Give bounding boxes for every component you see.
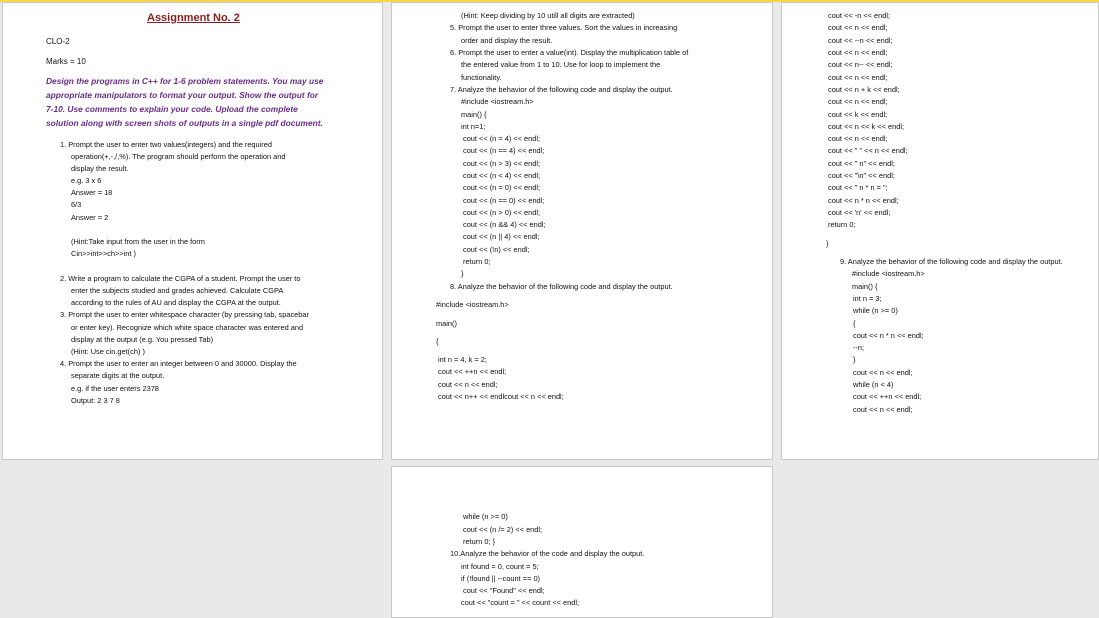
document-page-2 (391, 2, 773, 460)
code-line: cout << (!n) << endl; (463, 245, 530, 254)
code-line: cout << (n < 4) << endl; (463, 171, 541, 180)
code-line: #include <iostream.h> (436, 300, 509, 309)
code-line: cout << n << endl; (828, 97, 888, 106)
question-line: 6. Prompt the user to enter a value(int). Display the multiplication table of (450, 48, 689, 57)
document-page-4 (391, 466, 773, 618)
code-line: --n; (853, 343, 865, 352)
code-line: cout << --n << endl; (828, 36, 893, 45)
question-line: (Hint:Take input from the user in the form (71, 237, 205, 246)
code-line: cout << "Found" << endl; (463, 586, 545, 595)
question-line: 6/3 (71, 200, 82, 209)
question-line: according to the rules of AU and display the CGPA at the output. (71, 298, 281, 307)
code-line: cout << n * n << endl; (828, 196, 899, 205)
instructions-line: appropriate manipulators to format your output. Show the output for (46, 90, 319, 100)
question-line: enter the subjects studied and grades achieved. Calculate CGPA (71, 286, 284, 295)
code-line: cout << " " << n << endl; (828, 146, 908, 155)
question-line: 5. Prompt the user to enter three values. Sort the values in increasing (450, 23, 678, 32)
code-line: cout << " n * n = "; (828, 183, 888, 192)
code-line: int n=1; (461, 122, 486, 131)
question-line: Output: 2 3 7 8 (71, 396, 120, 405)
code-line: cout << -n << endl; (828, 11, 891, 20)
question-line: or enter key). Recognize which white space character was entered and (71, 323, 304, 332)
question-line: 10.Analyze the behavior of the code and display the output. (450, 549, 645, 558)
code-line: cout << n-- << endl; (828, 60, 893, 69)
code-line: } (461, 269, 464, 278)
question-line: 4. Prompt the user to enter an integer between 0 and 30000. Display the (60, 359, 297, 368)
code-line: if (!found || --count == 0) (461, 574, 541, 583)
code-line: cout << n * n << endl; (853, 331, 924, 340)
question-line: e.g. 3 x 6 (71, 176, 102, 185)
code-line: cout << (n /= 2) << endl; (463, 525, 543, 534)
code-line: cout << n << endl; (853, 368, 913, 377)
question-line: order and display the result. (461, 36, 553, 45)
code-line: cout << k << endl; (828, 110, 888, 119)
document-page-1 (2, 2, 383, 460)
code-line: cout << (n && 4) << endl; (463, 220, 546, 229)
question-line: display at the output (e.g. You pressed Tab) (71, 335, 214, 344)
code-line: int found = 0, count = 5; (461, 562, 539, 571)
question-line: (Hint: Keep dividing by 10 utill all digits are extracted) (461, 11, 635, 20)
code-line: #include <iostream.h> (852, 269, 925, 278)
question-line: the entered value from 1 to 10. Use for loop to implement the (461, 60, 661, 69)
code-line: cout << (n || 4) << endl; (463, 232, 540, 241)
question-line: operation(+,-,/,%). The program should perform the operation and (71, 152, 286, 161)
code-line: cout << (n == 0) << endl; (463, 196, 545, 205)
code-line: return 0; (463, 257, 491, 266)
code-line: cout << n << endl; (828, 73, 888, 82)
code-line: int n = 4, k = 2; (438, 355, 487, 364)
code-line: while (n < 4) (853, 380, 894, 389)
code-line: cout << n + k << endl; (828, 85, 900, 94)
code-line: cout << n << endl; (828, 23, 888, 32)
code-line: cout << n << endl; (438, 380, 498, 389)
question-line: display the result. (71, 164, 129, 173)
code-line: cout << 'n' << endl; (828, 208, 891, 217)
code-line: cout << n << endl; (828, 48, 888, 57)
code-line: while (n >= 0) (853, 306, 898, 315)
code-line: cout << (n > 0) << endl; (463, 208, 541, 217)
code-line: { (436, 337, 439, 346)
question-line: Answer = 18 (71, 188, 113, 197)
assignment-title: Assignment No. 2 (147, 12, 240, 24)
clo-label: CLO-2 (46, 37, 70, 46)
question-line: 8. Analyze the behavior of the following code and display the output. (450, 282, 673, 291)
code-line: main() { (852, 282, 878, 291)
instructions-line: solution along with screen shots of outputs in a single pdf document. (46, 118, 323, 128)
question-line: 2. Write a program to calculate the CGPA of a student. Prompt the user to (60, 274, 301, 283)
instructions-line: Design the programs in C++ for 1-6 problem statements. You may use (46, 76, 324, 86)
code-line: } (826, 239, 829, 248)
code-line: cout << " n" << endl; (828, 159, 895, 168)
question-line: e.g. if the user enters 2378 (71, 384, 159, 393)
code-line: return 0; } (463, 537, 496, 546)
marks-label: Marks = 10 (46, 57, 86, 66)
code-line: cout << "\n" << endl; (828, 171, 895, 180)
question-line: functionality. (461, 73, 502, 82)
question-line: 1. Prompt the user to enter two values(integers) and the required (60, 140, 272, 149)
question-line: Answer = 2 (71, 213, 109, 222)
code-line: return 0; (828, 220, 856, 229)
code-line: cout << ++n << endl; (438, 367, 507, 376)
code-line: } (853, 355, 856, 364)
question-line: Cin>>int>>ch>>int ) (71, 249, 136, 258)
code-line: #include <iostream.h> (461, 97, 534, 106)
code-line: cout << (n > 3) << endl; (463, 159, 541, 168)
code-line: cout << n << k << endl; (828, 122, 905, 131)
code-line: int n = 3; (853, 294, 882, 303)
code-line: cout << "count = " << count << endl; (461, 598, 580, 607)
question-line: separate digits at the output. (71, 371, 165, 380)
question-line: 9. Analyze the behavior of the following code and display the output. (840, 257, 1063, 266)
code-line: cout << ++n << endl; (853, 392, 922, 401)
code-line: cout << (n = 0) << endl; (463, 183, 541, 192)
code-line: cout << n << endl; (853, 405, 913, 414)
code-line: cout << (n == 4) << endl; (463, 146, 545, 155)
document-page-3 (781, 2, 1099, 460)
question-line: 7. Analyze the behavior of the following code and display the output. (450, 85, 673, 94)
question-line: 3. Prompt the user to enter whitespace character (by pressing tab, spacebar (60, 310, 309, 319)
code-line: while (n >= 0) (463, 512, 508, 521)
instructions-line: 7-10. Use comments to explain your code. Upload the complete (46, 104, 298, 114)
code-line: { (853, 319, 856, 328)
code-line: cout << n++ << endlcout << n << endl; (438, 392, 564, 401)
question-line: (Hint: Use cin.get(ch) ) (71, 347, 145, 356)
code-line: cout << n << endl; (828, 134, 888, 143)
code-line: cout << (n = 4) << endl; (463, 134, 541, 143)
code-line: main() (436, 319, 457, 328)
code-line: main() { (461, 110, 487, 119)
